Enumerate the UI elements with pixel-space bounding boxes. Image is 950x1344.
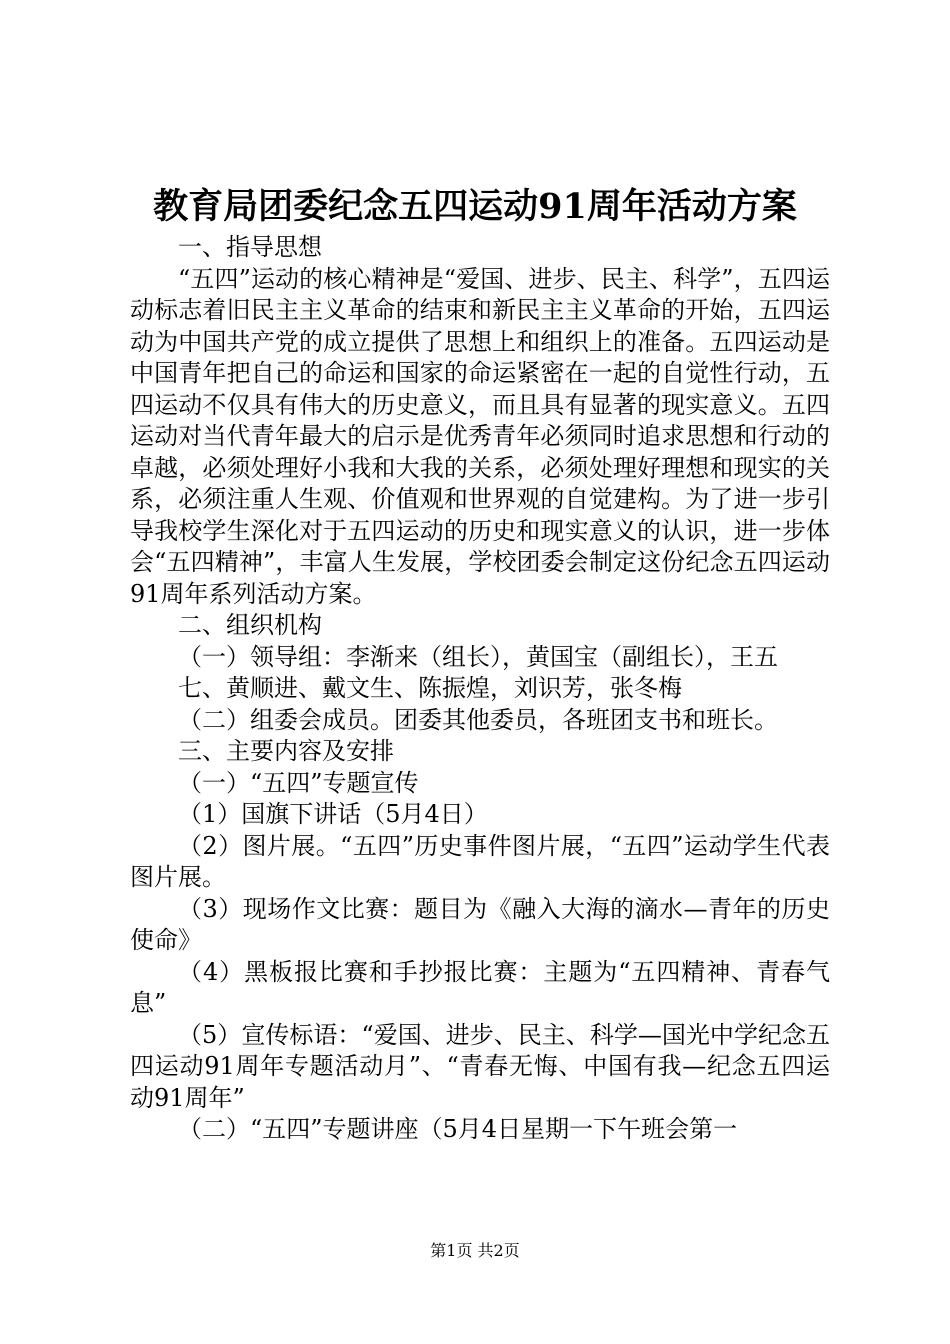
list-item-flag-speech: （1）国旗下讲话（5月4日） — [178, 800, 488, 828]
list-item-blackboard-contest: （4）黑板报比赛和手抄报比赛：主题为“五四精神、青春气息” — [130, 957, 830, 1017]
document-body — [130, 232, 830, 1146]
list-item-slogans: （5）宣传标语：“爱国、进步、民主、科学—国光中学纪念五四运动91周年专题活动月”、“青春无悔、中国有我—纪念五四运动91周年” — [130, 1020, 830, 1112]
paragraph-committee-members: （二）组委会成员。团委其他委员，各班团支书和班长。 — [178, 705, 778, 734]
paragraph-leadership-group: （一）领导组：李渐来（组长），黄国宝（副组长），王五 — [178, 642, 778, 671]
paragraph-guiding-thought: “五四”运动的核心精神是“爱国、进步、民主、科学”，五四运动标志着旧民主主义革命的结束和新民主主义革命的开始，五四运动为中国共产党的成立提供了思想上和组织上的准备。五四运动是中国青年把自己的命运和国家的命运紧密在一起的自觉性行动，五四运动不仅具有伟大的历史意义，而且具有显著的现实意义。五四运动对当代青年最大的启示是优秀青年必须同时追求思想和行动的卓越，必须处理好小我和大我的关系，必须处理好理想和现实的关系，必须注重人生观、价值观和世界观的自觉建构。为了进一步引导我校学生深化对于五四运动的历史和现实意义的认识，进一步体会“五四精神”，丰富人生发展，学校团委会制定这份纪念五四运动91周年系列活动方案。 — [130, 264, 830, 608]
section-heading-guiding-thought: 一、指导思想 — [178, 233, 322, 261]
paragraph-leadership-members: 七、黄顺进、戴文生、陈振煌，刘识芳，张冬梅 — [178, 674, 682, 702]
document-title: 教育局团委纪念五四运动91周年活动方案 — [153, 186, 797, 227]
list-item-essay-contest: （3）现场作文比赛：题目为《融入大海的滴水—青年的历史使命》 — [130, 894, 830, 954]
page-footer: 第1页 共2页 — [430, 1241, 520, 1260]
subheading-lecture: （二）“五四”专题讲座（5月4日星期一下午班会第一 — [178, 1115, 738, 1143]
section-heading-organization: 二、组织机构 — [178, 611, 322, 639]
section-heading-main-content: 三、主要内容及安排 — [178, 737, 394, 765]
list-item-photo-exhibition: （2）图片展。“五四”历史事件图片展，“五四”运动学生代表图片展。 — [130, 831, 830, 891]
subheading-publicity: （一）“五四”专题宣传 — [178, 768, 419, 797]
